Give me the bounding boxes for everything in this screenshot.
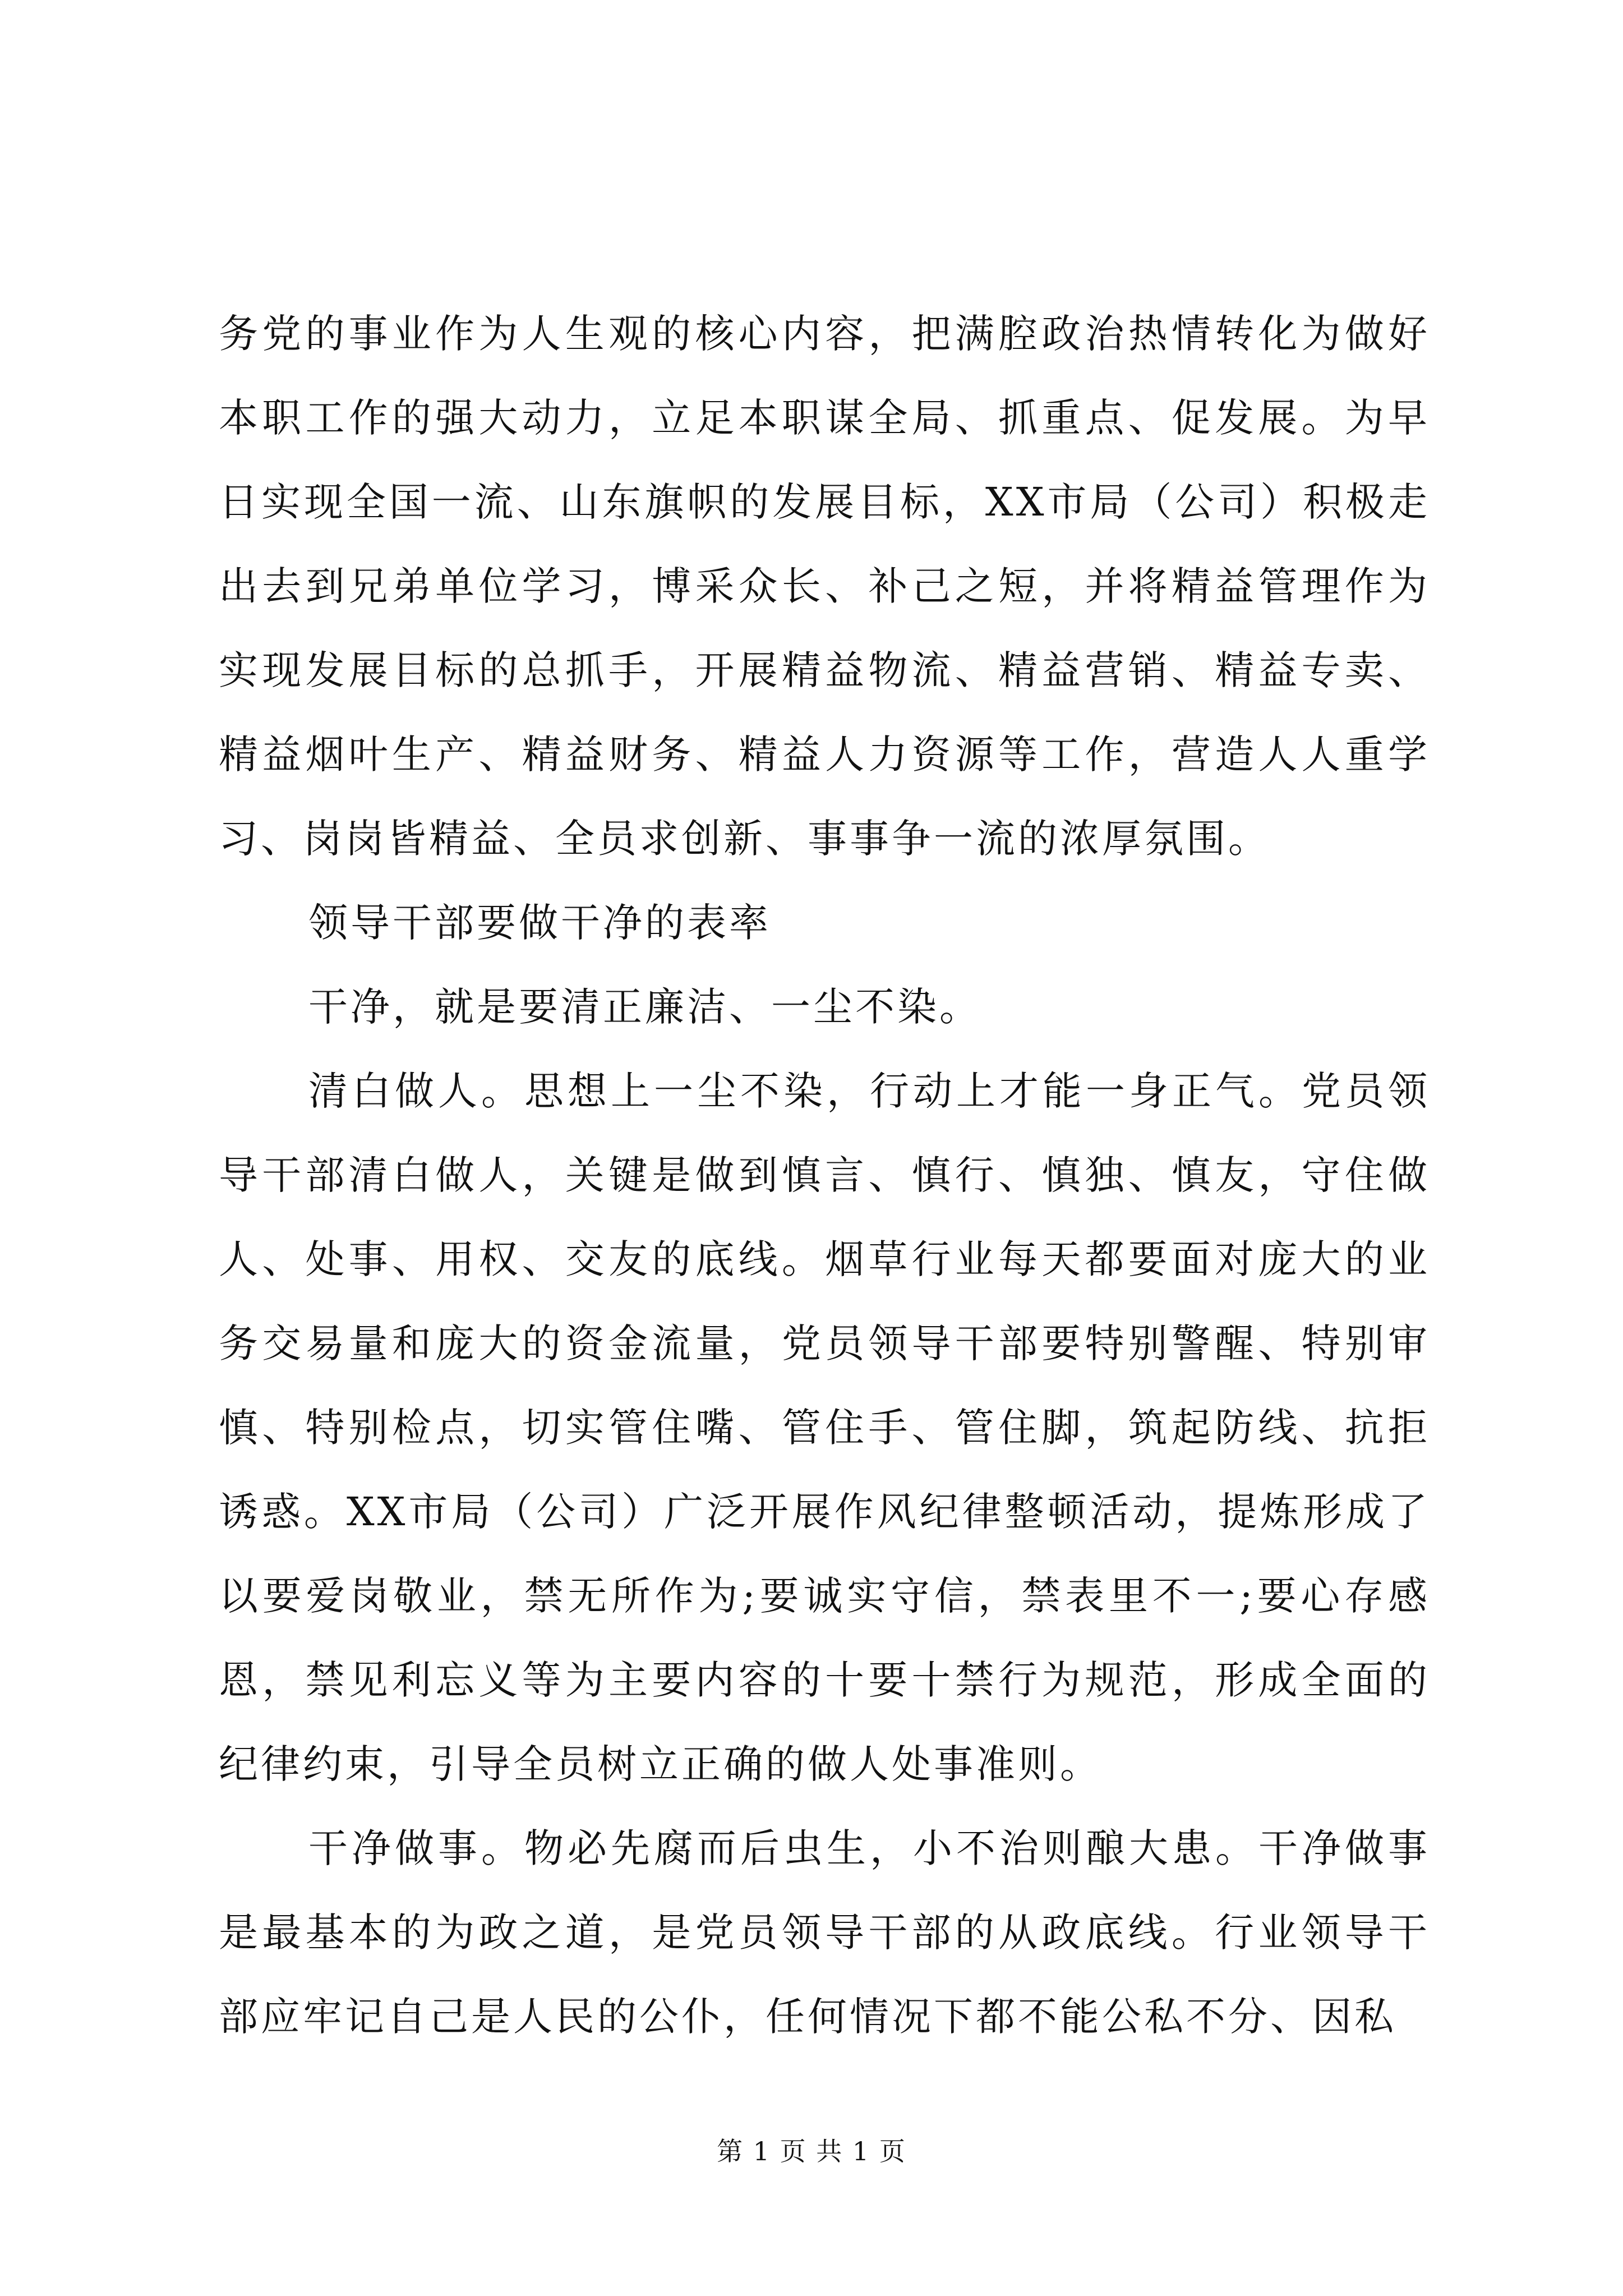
paragraph-clean-work: 干净做事。物必先腐而后虫生，小不治则酿大患。干净做事是最基本的为政之道，是党员领导干部的从政底线。行业领导干部应牢记自己是人民的公仆，任何情况下都不能公私不分、因私: [219, 1825, 1430, 2040]
section-heading: 领导干部要做干净的表率: [308, 900, 771, 946]
paragraph-clean-person: 清白做人。思想上一尘不染，行动上才能一身正气。党员领导干部清白做人，关键是做到慎言、慎行、慎独、慎友，守住做人、处事、用权、交友的底线。烟草行业每天都要面对庞大的业务交易量和庞大的资金流量，党员领导干部要特别警醒、特别审慎、特别检点，切实管住嘴、管住手、管住脚，筑起防线、抗拒诱惑。XX市局（公司）广泛开展作风纪律整顿活动，提炼形成了以要爱岗敬业，禁无所作为;要诚实守信，禁表里不一;要心存感恩，禁见利忘义等为主要内容的十要十禁行为规范，形成全面的纪律约束，引导全员树立正确的做人处事准则。: [219, 1068, 1430, 1787]
paragraph-continuation: 务党的事业作为人生观的核心内容，把满腔政治热情转化为做好本职工作的强大动力，立足本职谋全局、抓重点、促发展。为早日实现全国一流、山东旗帜的发展目标，XX市局（公司）积极走出去到兄弟单位学习，博采众长、补己之短，并将精益管理作为实现发展目标的总抓手，开展精益物流、精益营销、精益专卖、精益烟叶生产、精益财务、精益人力资源等工作，营造人人重学习、岗岗皆精益、全员求创新、事事争一流的浓厚氛围。: [219, 311, 1430, 862]
document-body: [219, 292, 1430, 2059]
page-footer: 第 1 页 共 1 页: [717, 2136, 906, 2166]
paragraph-definition: 干净，就是要清正廉洁、一尘不染。: [308, 984, 981, 1030]
